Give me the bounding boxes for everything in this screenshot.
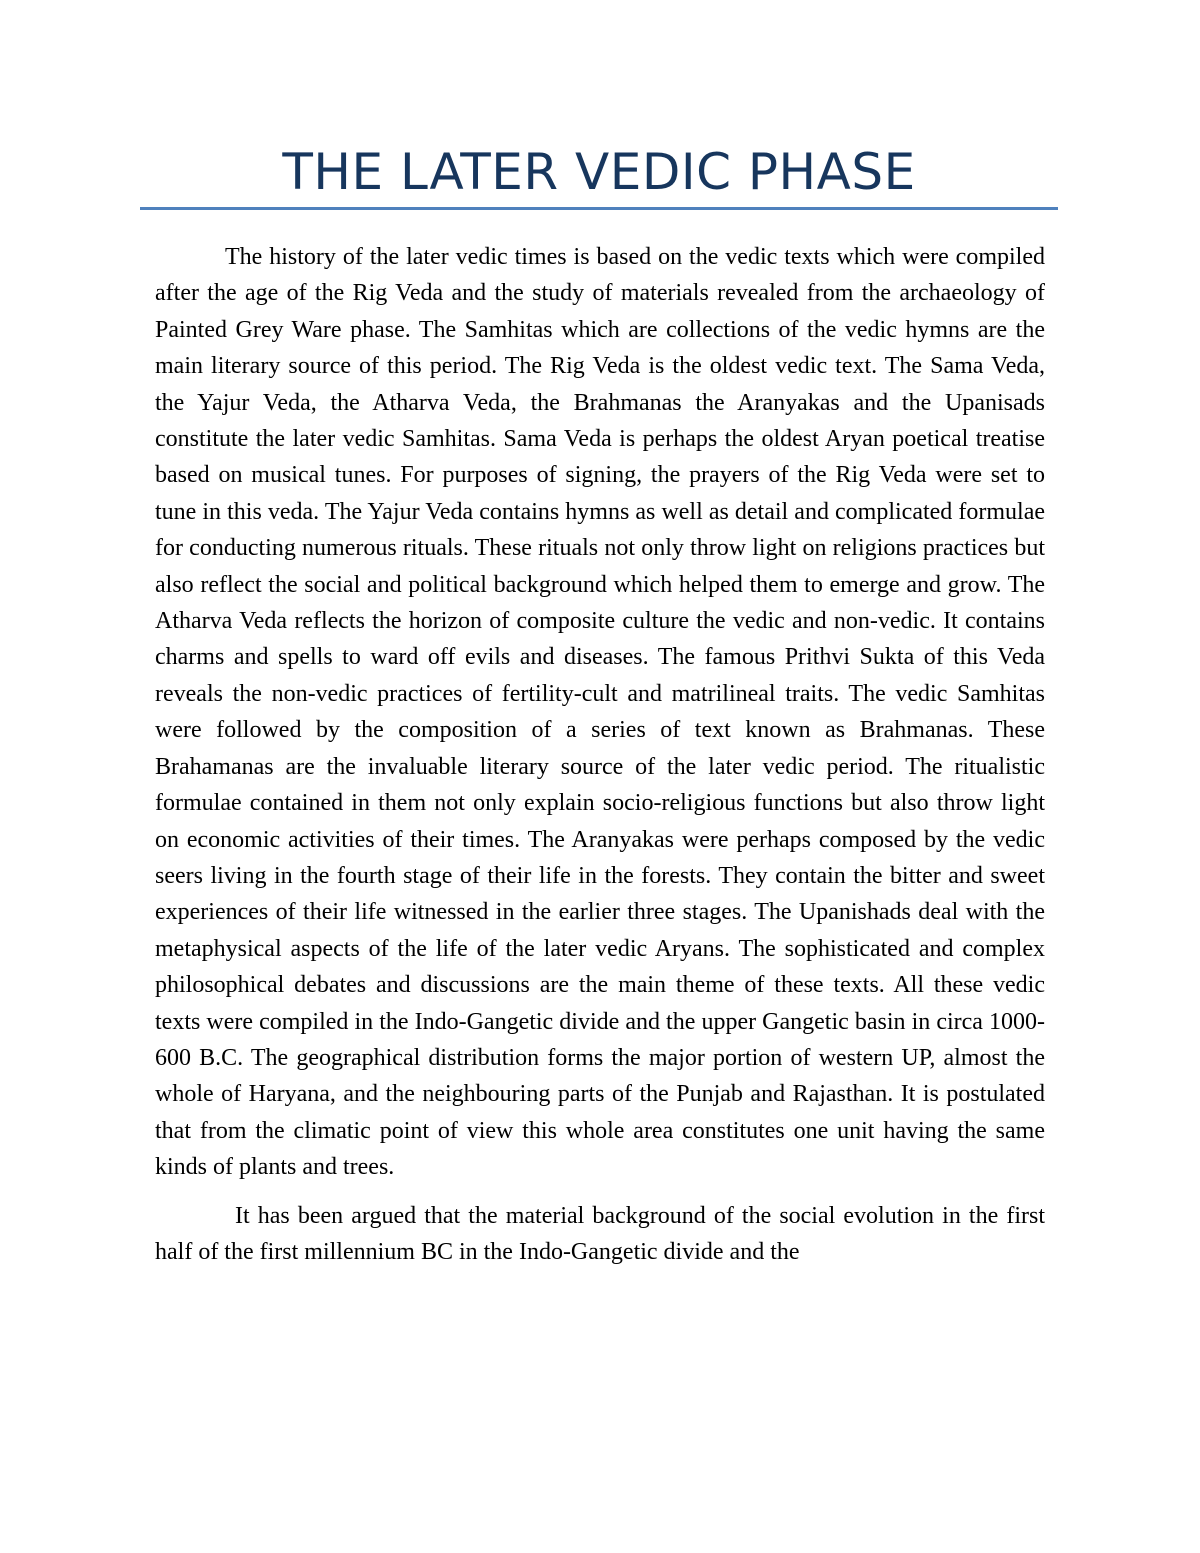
title-underline bbox=[140, 207, 1058, 210]
document-body bbox=[155, 239, 1045, 1270]
paragraph-2: It has been argued that the material background of the social evolution in the first half of the first millennium BC in the Indo-Gangetic divide and the bbox=[155, 1202, 1045, 1265]
page-title: THE LATER VEDIC PHASE bbox=[282, 143, 916, 201]
paragraph-1: The history of the later vedic times is based on the vedic texts which were compiled after the age of the Rig Veda and the study of materials revealed from the archaeology of Painted Grey Ware phase. The Samhitas which are collections of the vedic hymns are the main literary source of this period. The Rig Veda is the oldest vedic text. The Sama Veda, the Yajur Veda, the Atharva Veda, the Brahmanas the Aranyakas and the Upanisads constitute the later vedic Samhitas. Sama Veda is perhaps the oldest Aryan poetical treatise based on musical tunes. For purposes of signing, the prayers of the Rig Veda were set to tune in this veda. The Yajur Veda contains hymns as well as detail and complicated formulae for conducting numerous rituals. These rituals not only throw light on religions practices but also reflect the social and political background which helped them to emerge and grow. The Atharva Veda reflects the horizon of composite culture the vedic and non-vedic. It contains charms and spells to ward off evils and diseases. The famous Prithvi Sukta of this Veda reveals the non-vedic practices of fertility-cult and matrilineal traits. The vedic Samhitas were followed by the composition of a series of text known as Brahmanas. These Brahamanas are the invaluable literary source of the later vedic period. The ritualistic formulae contained in them not only explain socio-religious functions but also throw light on economic activities of their times. The Aranyakas were perhaps composed by the vedic seers living in the fourth stage of their life in the forests. They contain the bitter and sweet experiences of their life witnessed in the earlier three stages. The Upanishads deal with the metaphysical aspects of the life of the later vedic Aryans. The sophisticated and complex philosophical debates and discussions are the main theme of these texts. All these vedic texts were compiled in the Indo-Gangetic divide and the upper Gangetic basin in circa 1000-600 B.C. The geographical distribution forms the major portion of western UP, almost the whole of Haryana, and the neighbouring parts of the Punjab and Rajasthan. It is postulated that from the climatic point of view this whole area constitutes one unit having the same kinds of plants and trees. bbox=[155, 244, 1045, 1181]
